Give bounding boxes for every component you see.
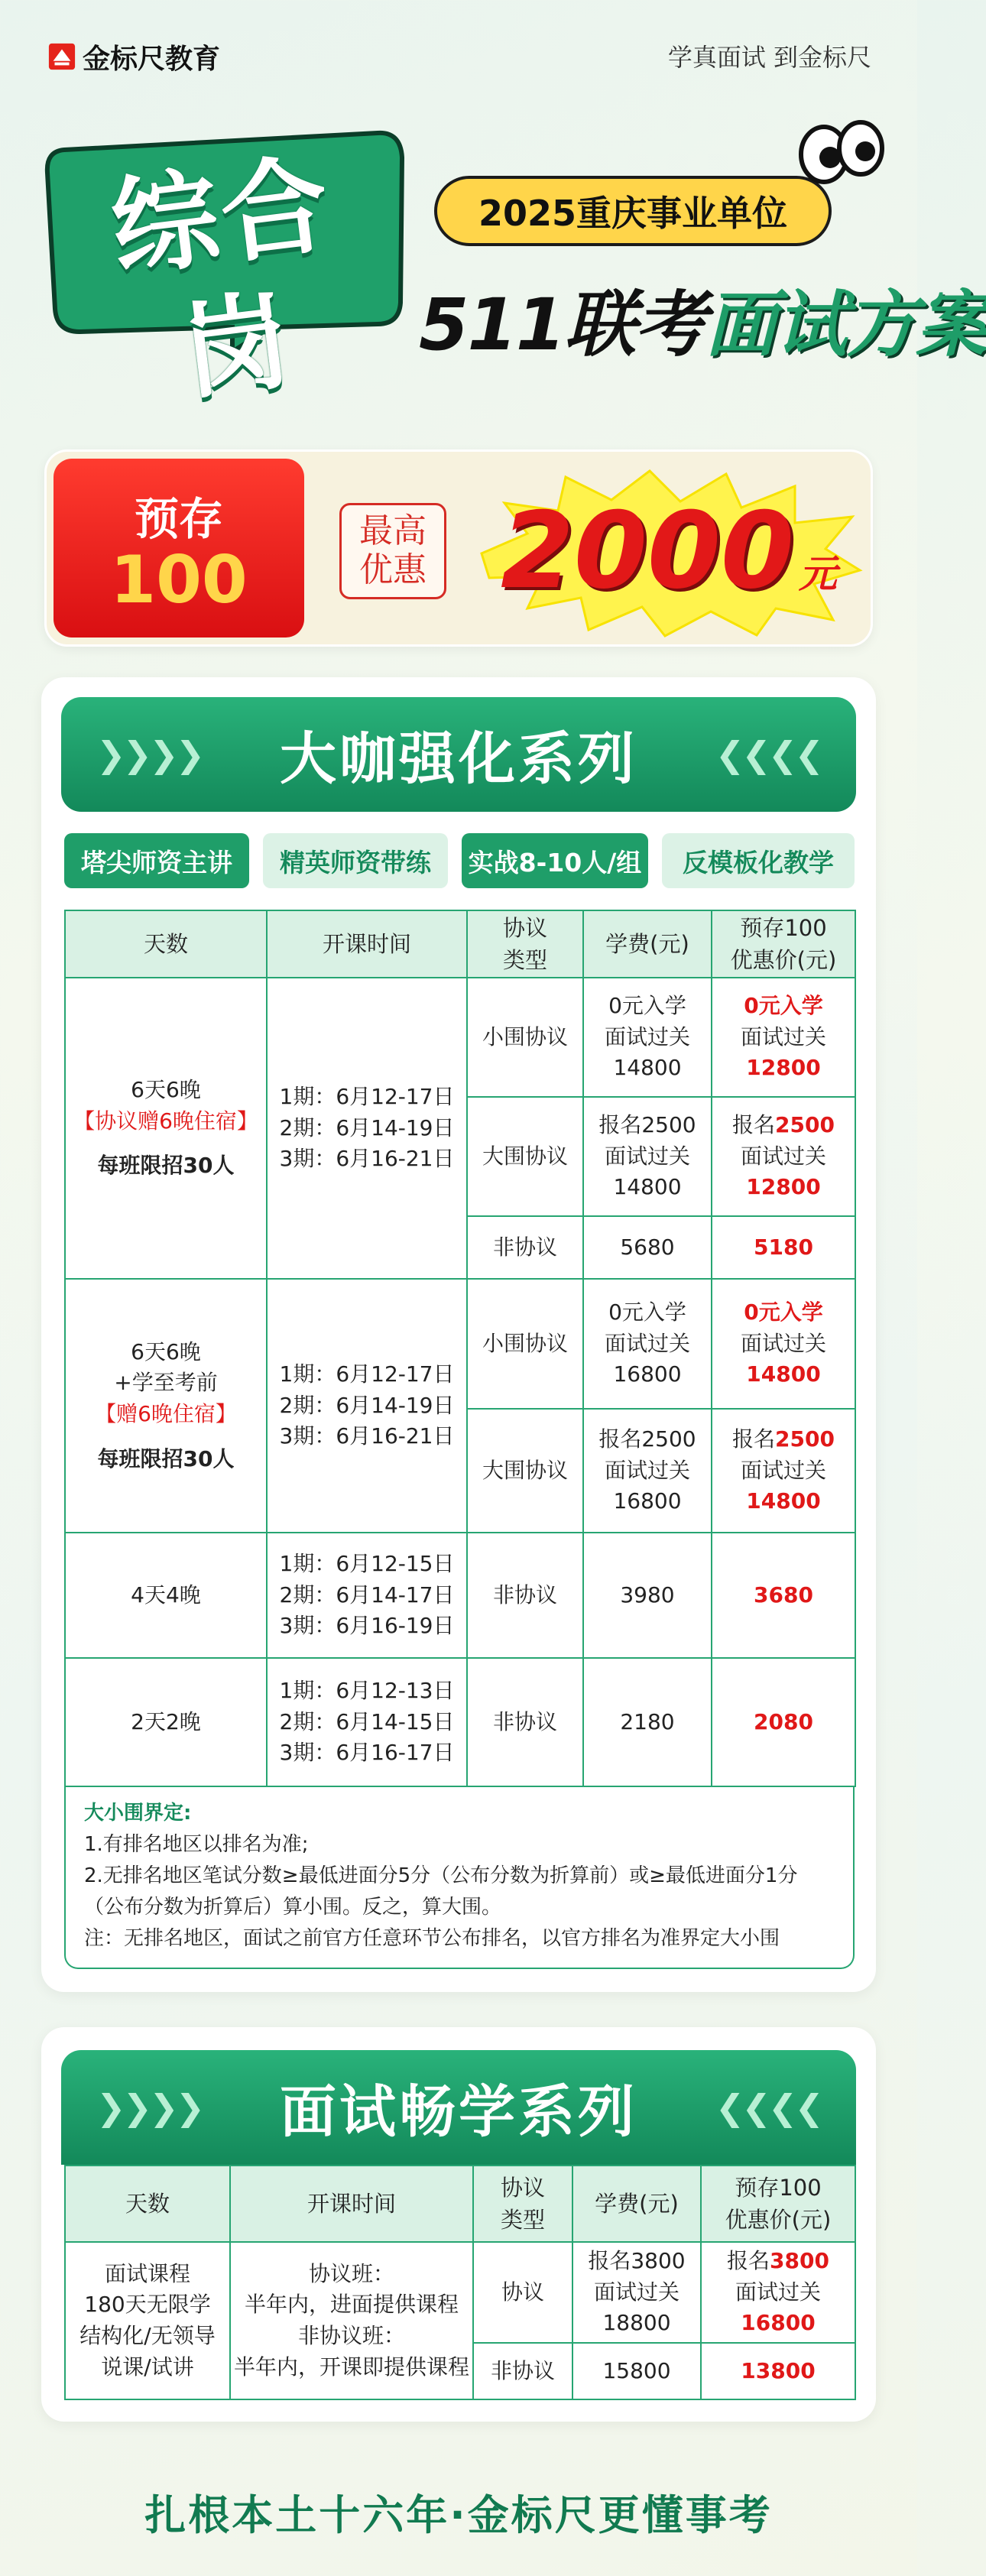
s2-r1-price-2: 面试过关 (735, 2279, 821, 2305)
series1-banner (61, 697, 856, 812)
g2-r2-type: 大围协议 (467, 1409, 583, 1533)
g1-r1-fee-2: 面试过关 (604, 1024, 690, 1050)
g2-r2-fee (583, 1409, 712, 1533)
g3-days: 4天4晚 (65, 1533, 267, 1658)
g2-r1-price-3: 14800 (746, 1361, 821, 1387)
notes-line-2a: 2.无排名地区笔试分数≥最低进面分5分（公布分数为折算前）或≥最低进面分1分 (84, 1864, 798, 1887)
g3-time-3: 3期：6月16-19日 (279, 1613, 455, 1639)
s2-days-2: 180天无限学 (84, 2292, 211, 2318)
chevrons-right-icon: ❯❯❯❯ (96, 734, 203, 775)
s2-r2-price: 13800 (701, 2343, 855, 2399)
col-header-type-text: 协议 类型 (500, 2174, 545, 2233)
promo-max-label-2: 优惠 (359, 550, 427, 589)
g1-r2-price-1b: 2500 (775, 1112, 835, 1138)
g1-r1-price-2: 面试过关 (740, 1024, 826, 1050)
g4-time-2: 2期：6月14-15日 (279, 1708, 455, 1734)
g2-days-cell (65, 1279, 267, 1533)
promo-deposit-amount: 100 (110, 542, 248, 618)
s2-r2-fee: 15800 (572, 2343, 701, 2399)
s2-r1-price-1 (705, 2246, 851, 2277)
g1-r1-type: 小围协议 (467, 978, 583, 1097)
col-header-price (712, 910, 855, 978)
g2-r1-fee-1: 0元入学 (608, 1299, 686, 1325)
s2-time-1: 协议班： (308, 2260, 394, 2286)
g1-time-1: 1期：6月12-17日 (279, 1084, 455, 1110)
g1-r2-price-2: 面试过关 (740, 1143, 826, 1169)
g2-time-1: 1期：6月12-17日 (279, 1361, 455, 1387)
logo-text: 金标尺教育 (83, 43, 221, 75)
g1-r1-fee-3: 14800 (613, 1055, 682, 1081)
g4-price: 2080 (712, 1658, 855, 1786)
g2-r2-price (712, 1409, 855, 1533)
series1-notes (84, 1798, 848, 1955)
g2-extra: +学至考前 (114, 1370, 218, 1396)
hero-title (419, 272, 986, 367)
g4-time-3: 3期：6月16-17日 (279, 1740, 455, 1766)
g3-fee: 3980 (583, 1533, 712, 1658)
promo-discount-amount (500, 489, 838, 612)
g4-time-cell (267, 1658, 467, 1786)
hero-title-green: 面试方案 (705, 283, 986, 367)
brand-logo (47, 34, 220, 79)
col-header-price (701, 2166, 855, 2242)
series1-title: 大咖强化系列 (280, 726, 637, 792)
col-header-time: 开课时间 (230, 2166, 473, 2242)
g2-r1-price-2: 面试过关 (740, 1330, 826, 1356)
g2-r2-price-3: 14800 (746, 1488, 821, 1514)
g1-r2-fee (583, 1097, 712, 1216)
hero-title-black: 511联考 (419, 283, 705, 367)
g1-time-3: 3期：6月16-21日 (279, 1146, 455, 1172)
g1-r1-fee-1: 0元入学 (608, 993, 686, 1019)
g2-r1-type: 小围协议 (467, 1279, 583, 1409)
notes-line-3: 注：无排名地区，面试之前官方任意环节公布排名，以官方排名为准界定大小围 (84, 1927, 780, 1950)
g1-limit: 每班限招30人 (97, 1153, 235, 1179)
g2-limit: 每班限招30人 (97, 1445, 235, 1471)
g4-type: 非协议 (467, 1658, 583, 1786)
promo-deposit-label: 预存 (134, 493, 223, 545)
g2-r2-fee-2: 面试过关 (604, 1457, 690, 1483)
s2-r1-fee-2: 面试过关 (593, 2279, 679, 2305)
s2-r1-fee-3: 18800 (602, 2310, 671, 2336)
table-row (65, 1533, 855, 1658)
s2-days-cell (65, 2242, 230, 2399)
g2-r2-price-1a: 报名 (732, 1426, 776, 1452)
g1-r2-price (712, 1097, 855, 1216)
s2-r1-price (701, 2242, 855, 2343)
promo-amount-number: 2000 (500, 489, 795, 612)
hero-big-title: 综合岗 (105, 142, 339, 415)
g1-r2-fee-3: 14800 (613, 1174, 682, 1200)
g1-gift: 【协议赠6晚住宿】 (73, 1108, 258, 1134)
g1-time-2: 2期：6月14-19日 (279, 1114, 455, 1140)
g1-r2-fee-2: 面试过关 (604, 1143, 690, 1169)
g2-r1-price (712, 1279, 855, 1409)
s2-time-cell (230, 2242, 473, 2399)
g4-days: 2天2晚 (65, 1658, 267, 1786)
g1-r2-price-1a: 报名 (732, 1112, 776, 1138)
g1-r1-price-3: 12800 (746, 1055, 821, 1081)
col-header-fee: 学费(元) (583, 910, 712, 978)
g2-gift: 【赠6晚住宿】 (95, 1401, 237, 1426)
s2-time-2: 半年内，进面提供课程 (244, 2292, 459, 2318)
g1-r1-price (712, 978, 855, 1097)
col-header-type (473, 2166, 572, 2242)
g2-r1-price-1: 0元入学 (744, 1299, 823, 1325)
g2-time-cell (267, 1279, 467, 1533)
s2-days-4: 说课/试讲 (101, 2354, 194, 2380)
g1-r2-fee-1: 报名2500 (598, 1112, 696, 1138)
col-header-days: 天数 (65, 910, 267, 978)
col-header-type (467, 910, 583, 978)
col-header-days: 天数 (65, 2166, 230, 2242)
promo-max-discount-label (339, 503, 446, 599)
table-header-row (65, 2166, 855, 2242)
table-row (65, 1279, 855, 1409)
g1-days: 6天6晚 (131, 1077, 201, 1103)
cartoon-eyes-icon (795, 115, 887, 191)
logo-icon (47, 42, 76, 71)
s2-time-4: 半年内，开课即提供课程 (234, 2354, 470, 2380)
col-header-fee: 学费(元) (572, 2166, 701, 2242)
series1-table (64, 910, 856, 1787)
s2-days-3: 结构化/无领导 (79, 2323, 216, 2348)
g3-time-cell (267, 1533, 467, 1658)
g1-r2-price-3: 12800 (746, 1174, 821, 1200)
g2-r1-fee-3: 16800 (613, 1361, 682, 1387)
notes-line-2b: （公布分数为折算后）算小围。反之，算大围。 (84, 1896, 502, 1919)
s2-r1-type: 协议 (473, 2242, 572, 2343)
g2-r2-fee-1: 报名2500 (598, 1426, 696, 1452)
col-header-price-text: 预存100 优惠价(元) (725, 2174, 832, 2233)
g1-days-cell (65, 978, 267, 1279)
s2-r1-fee (572, 2242, 701, 2343)
g4-time-1: 1期：6月12-13日 (279, 1678, 455, 1704)
g2-r1-fee (583, 1279, 712, 1409)
g2-time-2: 2期：6月14-19日 (279, 1392, 455, 1418)
g2-r2-price-1 (715, 1424, 851, 1455)
s2-days-1: 面试课程 (104, 2260, 190, 2286)
s2-r1-price-1b: 3800 (770, 2248, 829, 2274)
col-header-time: 开课时间 (267, 910, 467, 978)
g2-r1-fee-2: 面试过关 (604, 1330, 690, 1356)
series2-banner (61, 2050, 856, 2165)
g2-r2-price-2: 面试过关 (740, 1457, 826, 1483)
table-header-row (65, 910, 855, 978)
g1-r1-price-1: 0元入学 (744, 993, 823, 1019)
g1-r1-fee (583, 978, 712, 1097)
series2-table (64, 2165, 856, 2400)
g2-r2-fee-3: 16800 (613, 1488, 682, 1514)
chevrons-left-icon: ❮❮❮❮ (715, 734, 821, 775)
tag-elite-teachers: 精英师资带练 (263, 833, 448, 888)
s2-r1-fee-1: 报名3800 (588, 2248, 686, 2274)
g3-time-2: 2期：6月14-17日 (279, 1582, 455, 1608)
promo-deposit-box (54, 459, 304, 638)
tag-anti-template: 反模板化教学 (662, 833, 855, 888)
g3-time-1: 1期：6月12-15日 (279, 1551, 455, 1577)
col-header-price-text: 预存100 优惠价(元) (730, 914, 837, 973)
s2-time-3: 非协议班： (297, 2323, 405, 2348)
promo-max-label-1: 最高 (359, 511, 427, 551)
g2-days: 6天6晚 (131, 1338, 201, 1364)
tag-group-practice: 实战8-10人/组 (462, 833, 648, 888)
hero-subtitle-pill: 2025重庆事业单位 (434, 176, 832, 246)
g1-r2-type: 大围协议 (467, 1097, 583, 1216)
g2-r2-price-1b: 2500 (775, 1426, 835, 1452)
chevrons-left-icon: ❮❮❮❮ (715, 2087, 821, 2128)
g4-fee: 2180 (583, 1658, 712, 1786)
notes-line-1: 1.有排名地区以排名为准; (84, 1833, 309, 1856)
g1-time-cell (267, 978, 467, 1279)
g1-r3-fee: 5680 (583, 1216, 712, 1279)
col-header-type-text: 协议 类型 (502, 914, 547, 973)
table-row (65, 2242, 855, 2343)
tag-top-teachers: 塔尖师资主讲 (64, 833, 249, 888)
footer-slogan: 扎根本土十六年·金标尺更懂事考 (144, 2491, 773, 2539)
notes-heading: 大小围界定: (84, 1802, 192, 1825)
g1-r2-price-1 (715, 1110, 851, 1141)
s2-r2-type: 非协议 (473, 2343, 572, 2399)
s2-r1-price-3: 16800 (741, 2310, 816, 2336)
chevrons-right-icon: ❯❯❯❯ (96, 2087, 203, 2128)
series2-title: 面试畅学系列 (280, 2079, 637, 2145)
promo-amount-unit: 元 (799, 552, 838, 596)
g1-r3-price: 5180 (712, 1216, 855, 1279)
g3-type: 非协议 (467, 1533, 583, 1658)
g3-price: 3680 (712, 1533, 855, 1658)
header-slogan: 学真面试 到金标尺 (667, 43, 871, 72)
table-row (65, 1658, 855, 1786)
g1-r3-type: 非协议 (467, 1216, 583, 1279)
table-row (65, 978, 855, 1097)
s2-r1-price-1a: 报名 (727, 2248, 770, 2274)
g2-time-3: 3期：6月16-21日 (279, 1423, 455, 1449)
